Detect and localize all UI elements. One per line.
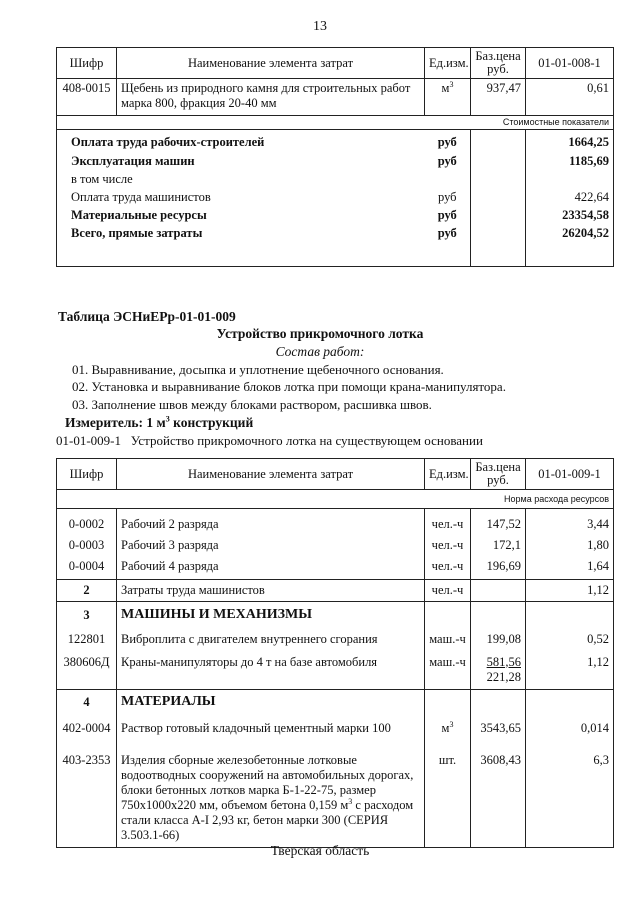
resource-price: 172,1 <box>471 538 526 559</box>
table-row <box>57 716 614 742</box>
col-header-price: Баз.цена руб. <box>471 459 526 490</box>
group-header-row <box>57 602 614 628</box>
resource-name: Рабочий 3 разряда <box>117 538 425 559</box>
group-header-row <box>57 690 614 716</box>
table-row <box>57 517 614 538</box>
resource-code: 0-0004 <box>57 559 117 580</box>
resource-name: Изделия сборные железобетонные лотковые водоотводных сооружений на автомобильных дорогах, блоки бетонных лотков марка Б-1-22-75, размер 750x1000x220 мм, объемом бетона 0,159 $м^3$ с расходом стали класса A-I 2,93 кг, бетон марки 300 (СЕРИЯ 3.503.1-66) <box>117 742 425 848</box>
cost-row <box>57 208 614 226</box>
table-header-row <box>57 459 614 490</box>
cost-name: Эксплуатация машин <box>57 154 425 172</box>
group-title: МАТЕРИАЛЫ <box>117 690 425 716</box>
col-header-name: Наименование элемента затрат <box>117 459 425 490</box>
band-row <box>57 490 614 509</box>
resource-unit: маш.-ч <box>425 652 471 690</box>
band-label: Стоимостные показатели <box>57 116 614 130</box>
cost-unit <box>425 172 471 190</box>
resource-qty: 0,52 <box>526 628 614 652</box>
resource-code: 402-0004 <box>57 716 117 742</box>
item-name: Устройство прикромочного лотка на существующем основании <box>130 433 483 448</box>
col-header-unit: Ед.изм. <box>425 48 471 79</box>
work-item: 01. Выравнивание, досыпка и уплотнение щебеночного основания. <box>72 362 444 377</box>
resource-price: 3608,43 <box>471 742 526 848</box>
resource-unit: чел.-ч <box>425 559 471 580</box>
cost-name: Оплата труда рабочих-строителей <box>57 135 425 154</box>
col-header-code: Шифр <box>57 48 117 79</box>
col-header-unit: Ед.изм. <box>425 459 471 490</box>
col-header-ref: 01-01-009-1 <box>526 459 614 490</box>
table-row <box>57 538 614 559</box>
resource-qty: 1,12 <box>526 652 614 690</box>
group-code: 2 <box>57 580 117 602</box>
cost-name: Материальные ресурсы <box>57 208 425 226</box>
resource-unit: чел.-ч <box>425 580 471 602</box>
section-subtitle: Устройство прикромочного лотка <box>216 326 424 341</box>
resource-code: 380606Д <box>57 652 117 690</box>
resource-unit: маш.-ч <box>425 628 471 652</box>
col-header-ref: 01-01-008-1 <box>526 48 614 79</box>
band-label: Норма расхода ресурсов <box>57 490 614 509</box>
resource-price: 196,69 <box>471 559 526 580</box>
resource-code: 0-0002 <box>57 517 117 538</box>
resource-price: 3543,65 <box>471 716 526 742</box>
measure-unit: Измеритель: 1 $м^3$ конструкций <box>65 414 254 430</box>
resource-code: 403-2353 <box>57 742 117 848</box>
table-row <box>57 742 614 848</box>
col-header-name: Наименование элемента затрат <box>117 48 425 79</box>
table-row <box>57 559 614 580</box>
work-item: 02. Установка и выравнивание блоков лотка при помощи крана-манипулятора. <box>72 379 506 394</box>
resource-qty: 0,61 <box>526 79 614 116</box>
resource-code: 0-0003 <box>57 538 117 559</box>
table-row <box>57 628 614 652</box>
page-footer: Тверская область <box>270 843 370 858</box>
cost-value: 26204,52 <box>526 226 614 244</box>
band-row <box>57 116 614 130</box>
table-row <box>57 652 614 690</box>
resource-price: 581,56 221,28 <box>471 652 526 690</box>
table-row <box>57 580 614 602</box>
resource-name: Щебень из природного камня для строительных работ марка 800, фракция 20-40 мм <box>117 79 425 116</box>
cost-name: в том числе <box>57 172 425 190</box>
resource-name: Рабочий 4 разряда <box>117 559 425 580</box>
cost-row <box>57 190 614 208</box>
resource-unit: $м^3$ <box>425 716 471 742</box>
resource-name: Краны-манипуляторы до 4 т на базе автомобиля <box>117 652 425 690</box>
cost-value: 1185,69 <box>526 154 614 172</box>
group-title: МАШИНЫ И МЕХАНИЗМЫ <box>117 602 425 628</box>
resource-code: 408-0015 <box>57 79 117 116</box>
resource-qty: 3,44 <box>526 517 614 538</box>
resource-unit: шт. <box>425 742 471 848</box>
resource-name: Виброплита с двигателем внутреннего сгорания <box>117 628 425 652</box>
item-line <box>56 433 483 449</box>
resource-qty: 6,3 <box>526 742 614 848</box>
cost-value <box>526 172 614 190</box>
works-heading: Состав работ: <box>275 344 365 359</box>
group-code: 3 <box>57 602 117 628</box>
cost-row <box>57 154 614 172</box>
table-title: Таблица ЭСНиЕРр-01-01-009 <box>58 309 236 324</box>
resource-name: Раствор готовый кладочный цементный марки 100 <box>117 716 425 742</box>
group-code: 4 <box>57 690 117 716</box>
cost-value: 1664,25 <box>526 135 614 154</box>
cost-name: Оплата труда машинистов <box>57 190 425 208</box>
cost-unit: руб <box>425 190 471 208</box>
work-item: 03. Заполнение швов между блоками раствором, расшивка швов. <box>72 397 432 412</box>
resource-qty: 1,12 <box>526 580 614 602</box>
col-header-price: Баз.цена руб. <box>471 48 526 79</box>
resource-price: 147,52 <box>471 517 526 538</box>
cost-unit: руб <box>425 154 471 172</box>
table-row <box>57 79 614 116</box>
resource-price: 199,08 <box>471 628 526 652</box>
cost-table-01-01-008-1 <box>56 47 614 267</box>
resource-unit: чел.-ч <box>425 538 471 559</box>
item-code: 01-01-009-1 <box>56 433 121 448</box>
resource-price-secondary: 221,28 <box>486 669 521 684</box>
resource-qty: 0,014 <box>526 716 614 742</box>
cost-unit: руб <box>425 226 471 244</box>
resource-name: Рабочий 2 разряда <box>117 517 425 538</box>
resource-unit: $м^3$ <box>425 79 471 116</box>
resource-unit: чел.-ч <box>425 517 471 538</box>
cost-row <box>57 135 614 154</box>
resource-name: Затраты труда машинистов <box>117 580 425 602</box>
cost-unit: руб <box>425 135 471 154</box>
resource-price: 937,47 <box>471 79 526 116</box>
cost-row <box>57 172 614 190</box>
resource-qty: 1,64 <box>526 559 614 580</box>
resource-code: 122801 <box>57 628 117 652</box>
resource-table-01-01-009-1 <box>56 458 614 848</box>
table-header-row <box>57 48 614 79</box>
cost-value: 422,64 <box>526 190 614 208</box>
cost-unit: руб <box>425 208 471 226</box>
page-number: 13 <box>313 19 327 34</box>
cost-name: Всего, прямые затраты <box>57 226 425 244</box>
cost-row <box>57 226 614 244</box>
resource-qty: 1,80 <box>526 538 614 559</box>
col-header-code: Шифр <box>57 459 117 490</box>
cost-value: 23354,58 <box>526 208 614 226</box>
